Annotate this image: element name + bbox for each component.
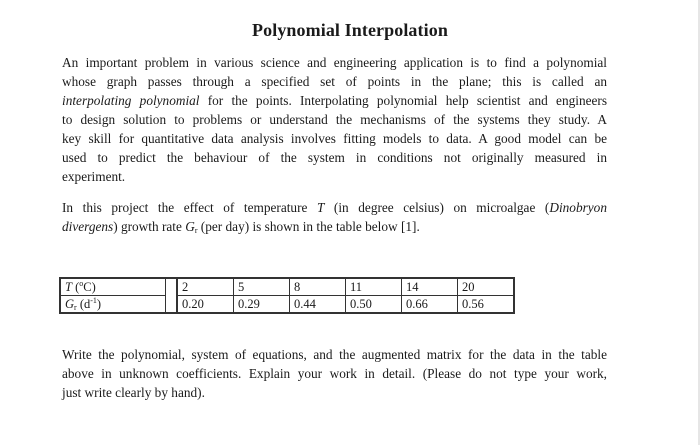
table-cell: 11 <box>346 278 402 296</box>
temperature-var: T <box>65 279 72 294</box>
table-cell: 2 <box>177 278 234 296</box>
growth-var: G <box>65 296 75 311</box>
growth-rate-row <box>60 296 514 314</box>
unit-text: ) <box>96 296 102 311</box>
growth-sub: r <box>74 302 77 312</box>
table-cell: 0.20 <box>177 296 234 314</box>
inverse-day-sup: -1 <box>90 295 97 305</box>
table-cell: 5 <box>234 278 290 296</box>
instructions-line: Write the polynomial, system of equations, and the augmented matrix for the data in the table <box>62 347 607 362</box>
intro-line: key skill for quantitative data analysis involves fitting models to data. A good model can be <box>62 131 607 146</box>
table-cell: 0.56 <box>458 296 515 314</box>
table-cell: 0.50 <box>346 296 402 314</box>
instructions-paragraph <box>62 345 607 402</box>
table-gap <box>166 278 178 313</box>
project-text: ) growth rate <box>113 219 186 234</box>
table-cell: 20 <box>458 278 515 296</box>
project-line <box>62 198 607 217</box>
instructions-line: just write clearly by hand). <box>62 385 205 400</box>
variable-g: G <box>185 219 195 234</box>
table-cell: 14 <box>402 278 458 296</box>
project-text: (per day) is shown in the table below [1]. <box>197 219 420 234</box>
table-cell: 0.29 <box>234 296 290 314</box>
variable-t: T <box>316 200 325 215</box>
unit-text: ( <box>71 279 80 294</box>
intro-line: used to predict the behaviour of the system in conditions not originally measured in <box>62 150 607 165</box>
intro-line: An important problem in various science and engineering application is to find a polynomial <box>62 55 607 70</box>
project-text: In this project the effect of temperature <box>62 200 317 215</box>
table-cell: 8 <box>290 278 346 296</box>
degree-sup: o <box>79 278 84 288</box>
table-cell: 0.66 <box>402 296 458 314</box>
instructions-line: above in unknown coefficients. Explain your work in detail. (Please do not type your work, <box>62 366 607 381</box>
project-text: (in degree celsius) on microalgae ( <box>324 200 550 215</box>
intro-line: whose graph passes through a specified set of points in the plane; this is called an <box>62 74 607 89</box>
growth-rate-label-cell <box>60 296 166 314</box>
species-name: divergens <box>62 219 114 234</box>
species-name: Dinobryon <box>549 200 607 215</box>
temperature-label-cell <box>60 278 166 296</box>
project-line <box>62 217 607 236</box>
data-table <box>59 277 515 314</box>
unit-text: (d <box>76 296 91 311</box>
intro-line <box>62 91 607 110</box>
temperature-row <box>60 278 514 296</box>
intro-line-rest: for the points. Interpolating polynomial help scientist and engineers <box>199 93 607 108</box>
variable-g-subscript: r <box>194 226 198 235</box>
intro-line: experiment. <box>62 169 126 184</box>
intro-line: to design solution to problems or understand the mechanisms of the systems they study. A <box>62 112 607 127</box>
page-title: Polynomial Interpolation <box>252 20 448 40</box>
interpolating-polynomial-term: interpolating polynomial <box>62 93 200 108</box>
table-cell: 0.44 <box>290 296 346 314</box>
intro-paragraph <box>62 53 607 186</box>
project-paragraph <box>62 198 607 236</box>
unit-text: C) <box>83 279 96 294</box>
